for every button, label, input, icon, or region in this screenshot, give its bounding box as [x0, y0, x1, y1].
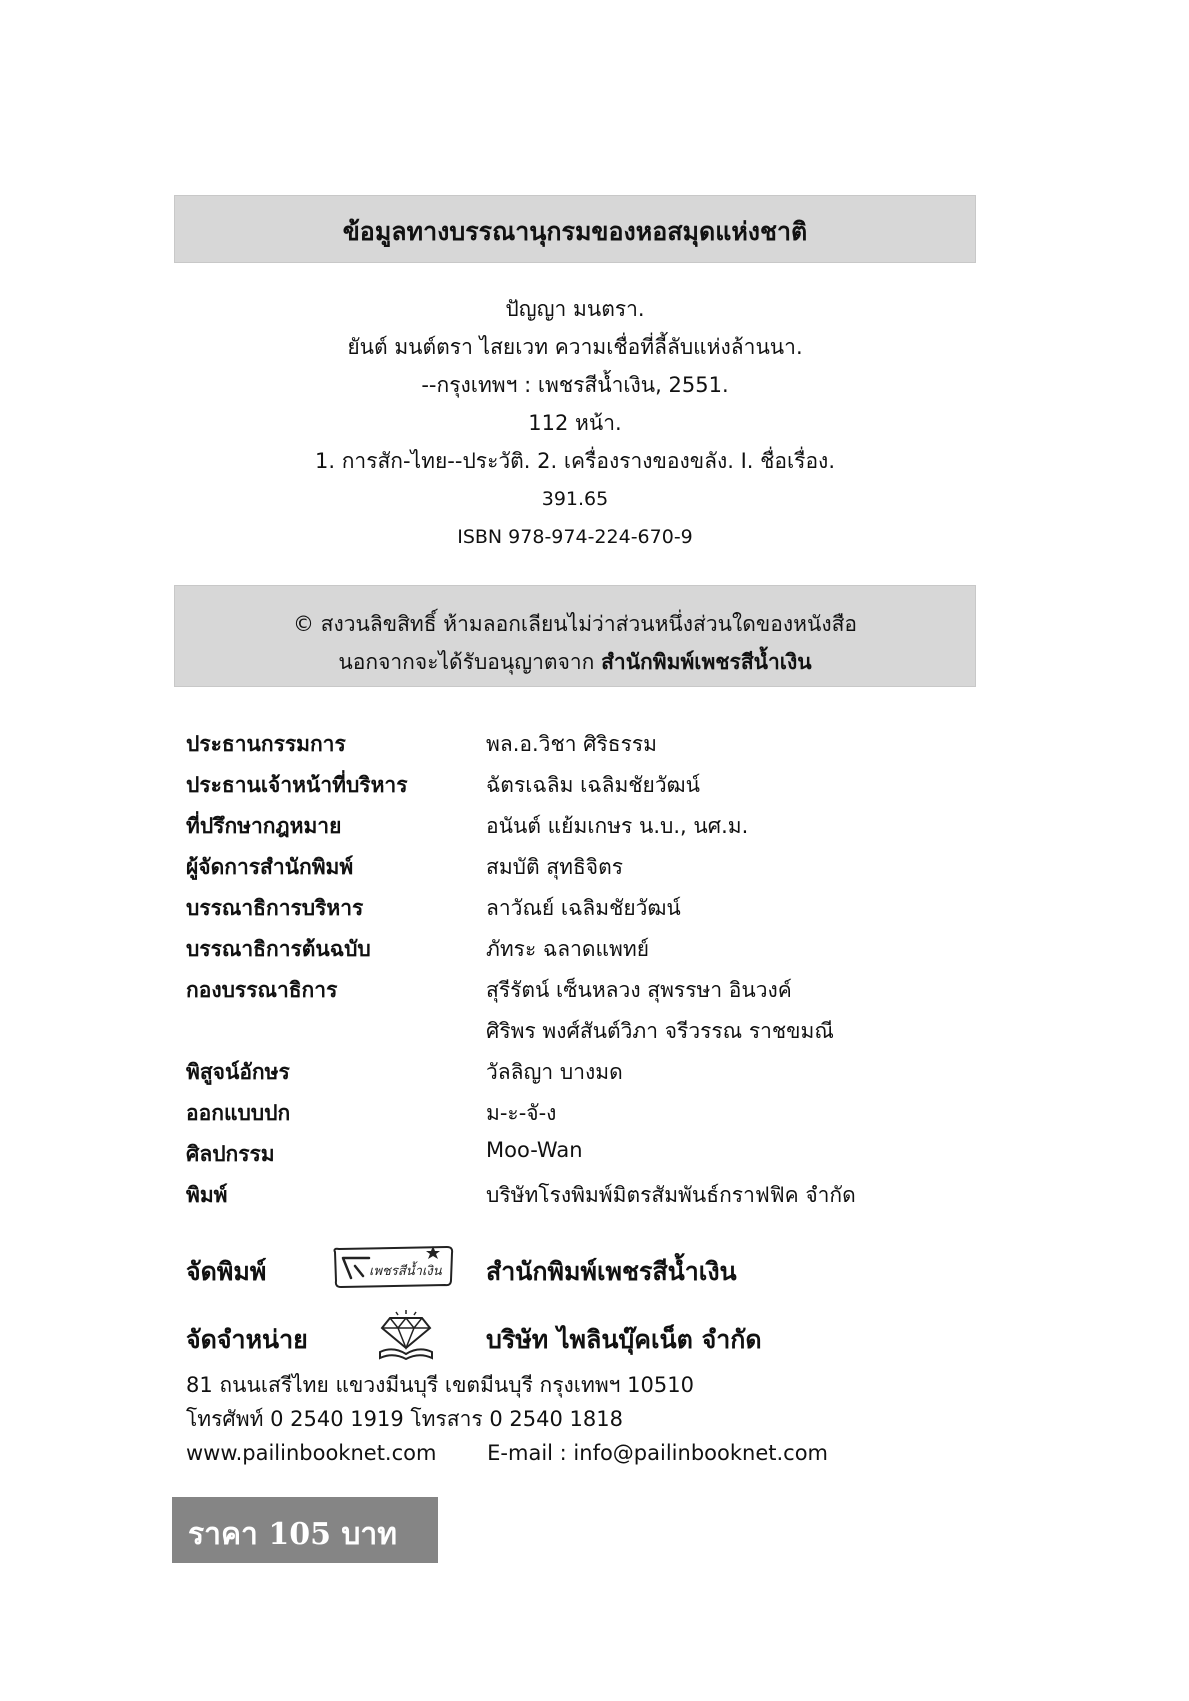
credits-list — [186, 722, 986, 1214]
price-box — [172, 1497, 438, 1563]
cip-header — [174, 195, 976, 263]
credit-role: ออกแบบปก — [186, 1100, 291, 1125]
credit-name: พล.อ.วิชา ศิริธรรม — [486, 732, 658, 756]
credit-role: พิมพ์ — [186, 1182, 228, 1207]
credit-row — [186, 1050, 986, 1091]
cip-pages: 112 หน้า. — [528, 411, 622, 435]
cip-author: ปัญญา มนตรา. — [505, 297, 645, 321]
credit-role: กองบรรณาธิการ — [186, 977, 338, 1002]
diamond-book-logo-icon — [376, 1308, 436, 1360]
credit-role: บรรณาธิการต้นฉบับ — [186, 936, 371, 961]
cip-isbn: ISBN 978-974-224-670-9 — [457, 526, 693, 548]
distributor-label: จัดจำหน่าย — [186, 1325, 308, 1354]
credit-role: ศิลปกรรม — [186, 1141, 275, 1166]
credit-name: ฉัตรเฉลิม เฉลิมชัยวัฒน์ — [486, 773, 700, 797]
credit-row — [186, 763, 986, 804]
copyright-publisher: สำนักพิมพ์เพชรสีน้ำเงิน — [601, 649, 812, 674]
distributor-row — [186, 1308, 986, 1368]
copyright-line-2 — [175, 646, 975, 679]
cip-title-line: ยันต์ มนต์ตรา ไสยเวท ความเชื่อที่ลี้ลับแห่งล้านนา. — [347, 335, 803, 359]
credit-name: สุรีรัตน์ เซ็นหลวง สุพรรษา อินวงค์ — [486, 978, 792, 1002]
copyright-line-1: © สงวนลิขสิทธิ์ ห้ามลอกเลียนไม่ว่าส่วนหนึ่งส่วนใดของหนังสือ — [292, 612, 858, 636]
credit-row — [186, 886, 986, 927]
credit-role: พิสูจน์อักษร — [186, 1059, 290, 1084]
publisher-name: สำนักพิมพ์เพชรสีน้ำเงิน — [486, 1257, 737, 1286]
credit-role: ประธานกรรมการ — [186, 731, 346, 756]
credit-role: ที่ปรึกษากฎหมาย — [186, 813, 342, 838]
credit-name: Moo-Wan — [486, 1138, 583, 1162]
price-label: ราคา 105 บาท — [188, 1517, 398, 1552]
copyright-notice — [174, 585, 976, 687]
credit-row — [186, 804, 986, 845]
credit-row — [186, 927, 986, 968]
svg-text:เพชรสีน้ำเงิน: เพชรสีน้ำเงิน — [369, 1264, 442, 1279]
email-link[interactable]: E-mail : info@pailinbooknet.com — [487, 1441, 828, 1465]
credit-row — [186, 1173, 986, 1214]
credit-row — [186, 1009, 986, 1050]
cip-subjects: 1. การสัก-ไทย--ประวัติ. 2. เครื่องรางของขลัง. I. ชื่อเรื่อง. — [314, 449, 835, 473]
publisher-row — [186, 1240, 986, 1300]
credit-name: สมบัติ สุทธิจิตร — [486, 855, 624, 879]
distributor-name: บริษัท ไพลินบุ๊คเน็ต จำกัด — [486, 1325, 762, 1354]
copyright-permission-text: นอกจากจะได้รับอนุญาตจาก — [338, 650, 595, 674]
web-row — [186, 1436, 828, 1470]
website-link[interactable]: www.pailinbooknet.com — [186, 1441, 437, 1465]
cip-imprint: --กรุงเทพฯ : เพชรสีน้ำเงิน, 2551. — [421, 373, 729, 397]
credit-row — [186, 1132, 986, 1173]
publisher-label: จัดพิมพ์ — [186, 1257, 267, 1286]
credit-name: บริษัทโรงพิมพ์มิตรสัมพันธ์กราฟฟิค จำกัด — [486, 1183, 856, 1207]
cip-entry — [174, 290, 976, 556]
address: 81 ถนนเสรีไทย แขวงมีนบุรี เขตมีนบุรี กรุงเทพฯ 10510 — [186, 1373, 694, 1397]
publisher-logo-icon — [329, 1244, 457, 1290]
credit-row — [186, 722, 986, 763]
contact-info — [186, 1368, 828, 1470]
credit-name: วัลลิญา บางมด — [486, 1060, 623, 1084]
credit-name: ม-ะ-จั-ง — [486, 1101, 557, 1125]
cip-title: ข้อมูลทางบรรณานุกรมของหอสมุดแห่งชาติ — [342, 217, 808, 246]
credit-name: ศิริพร พงศ์สันต์วิภา จรีวรรณ ราชขมณี — [486, 1019, 834, 1043]
credit-row — [186, 1091, 986, 1132]
credit-name: ภัทระ ฉลาดแพทย์ — [486, 937, 650, 961]
credit-role: บรรณาธิการบริหาร — [186, 895, 364, 920]
credit-name: อนันต์ แย้มเกษร น.บ., นศ.ม. — [486, 814, 749, 838]
credit-role: ประธานเจ้าหน้าที่บริหาร — [186, 772, 408, 797]
credit-row — [186, 845, 986, 886]
phone-fax: โทรศัพท์ 0 2540 1919 โทรสาร 0 2540 1818 — [186, 1407, 623, 1431]
credit-row — [186, 968, 986, 1009]
cip-class-number: 391.65 — [541, 488, 609, 510]
credit-name: ลาวัณย์ เฉลิมชัยวัฒน์ — [486, 896, 681, 920]
credit-role: ผู้จัดการสำนักพิมพ์ — [186, 854, 354, 879]
